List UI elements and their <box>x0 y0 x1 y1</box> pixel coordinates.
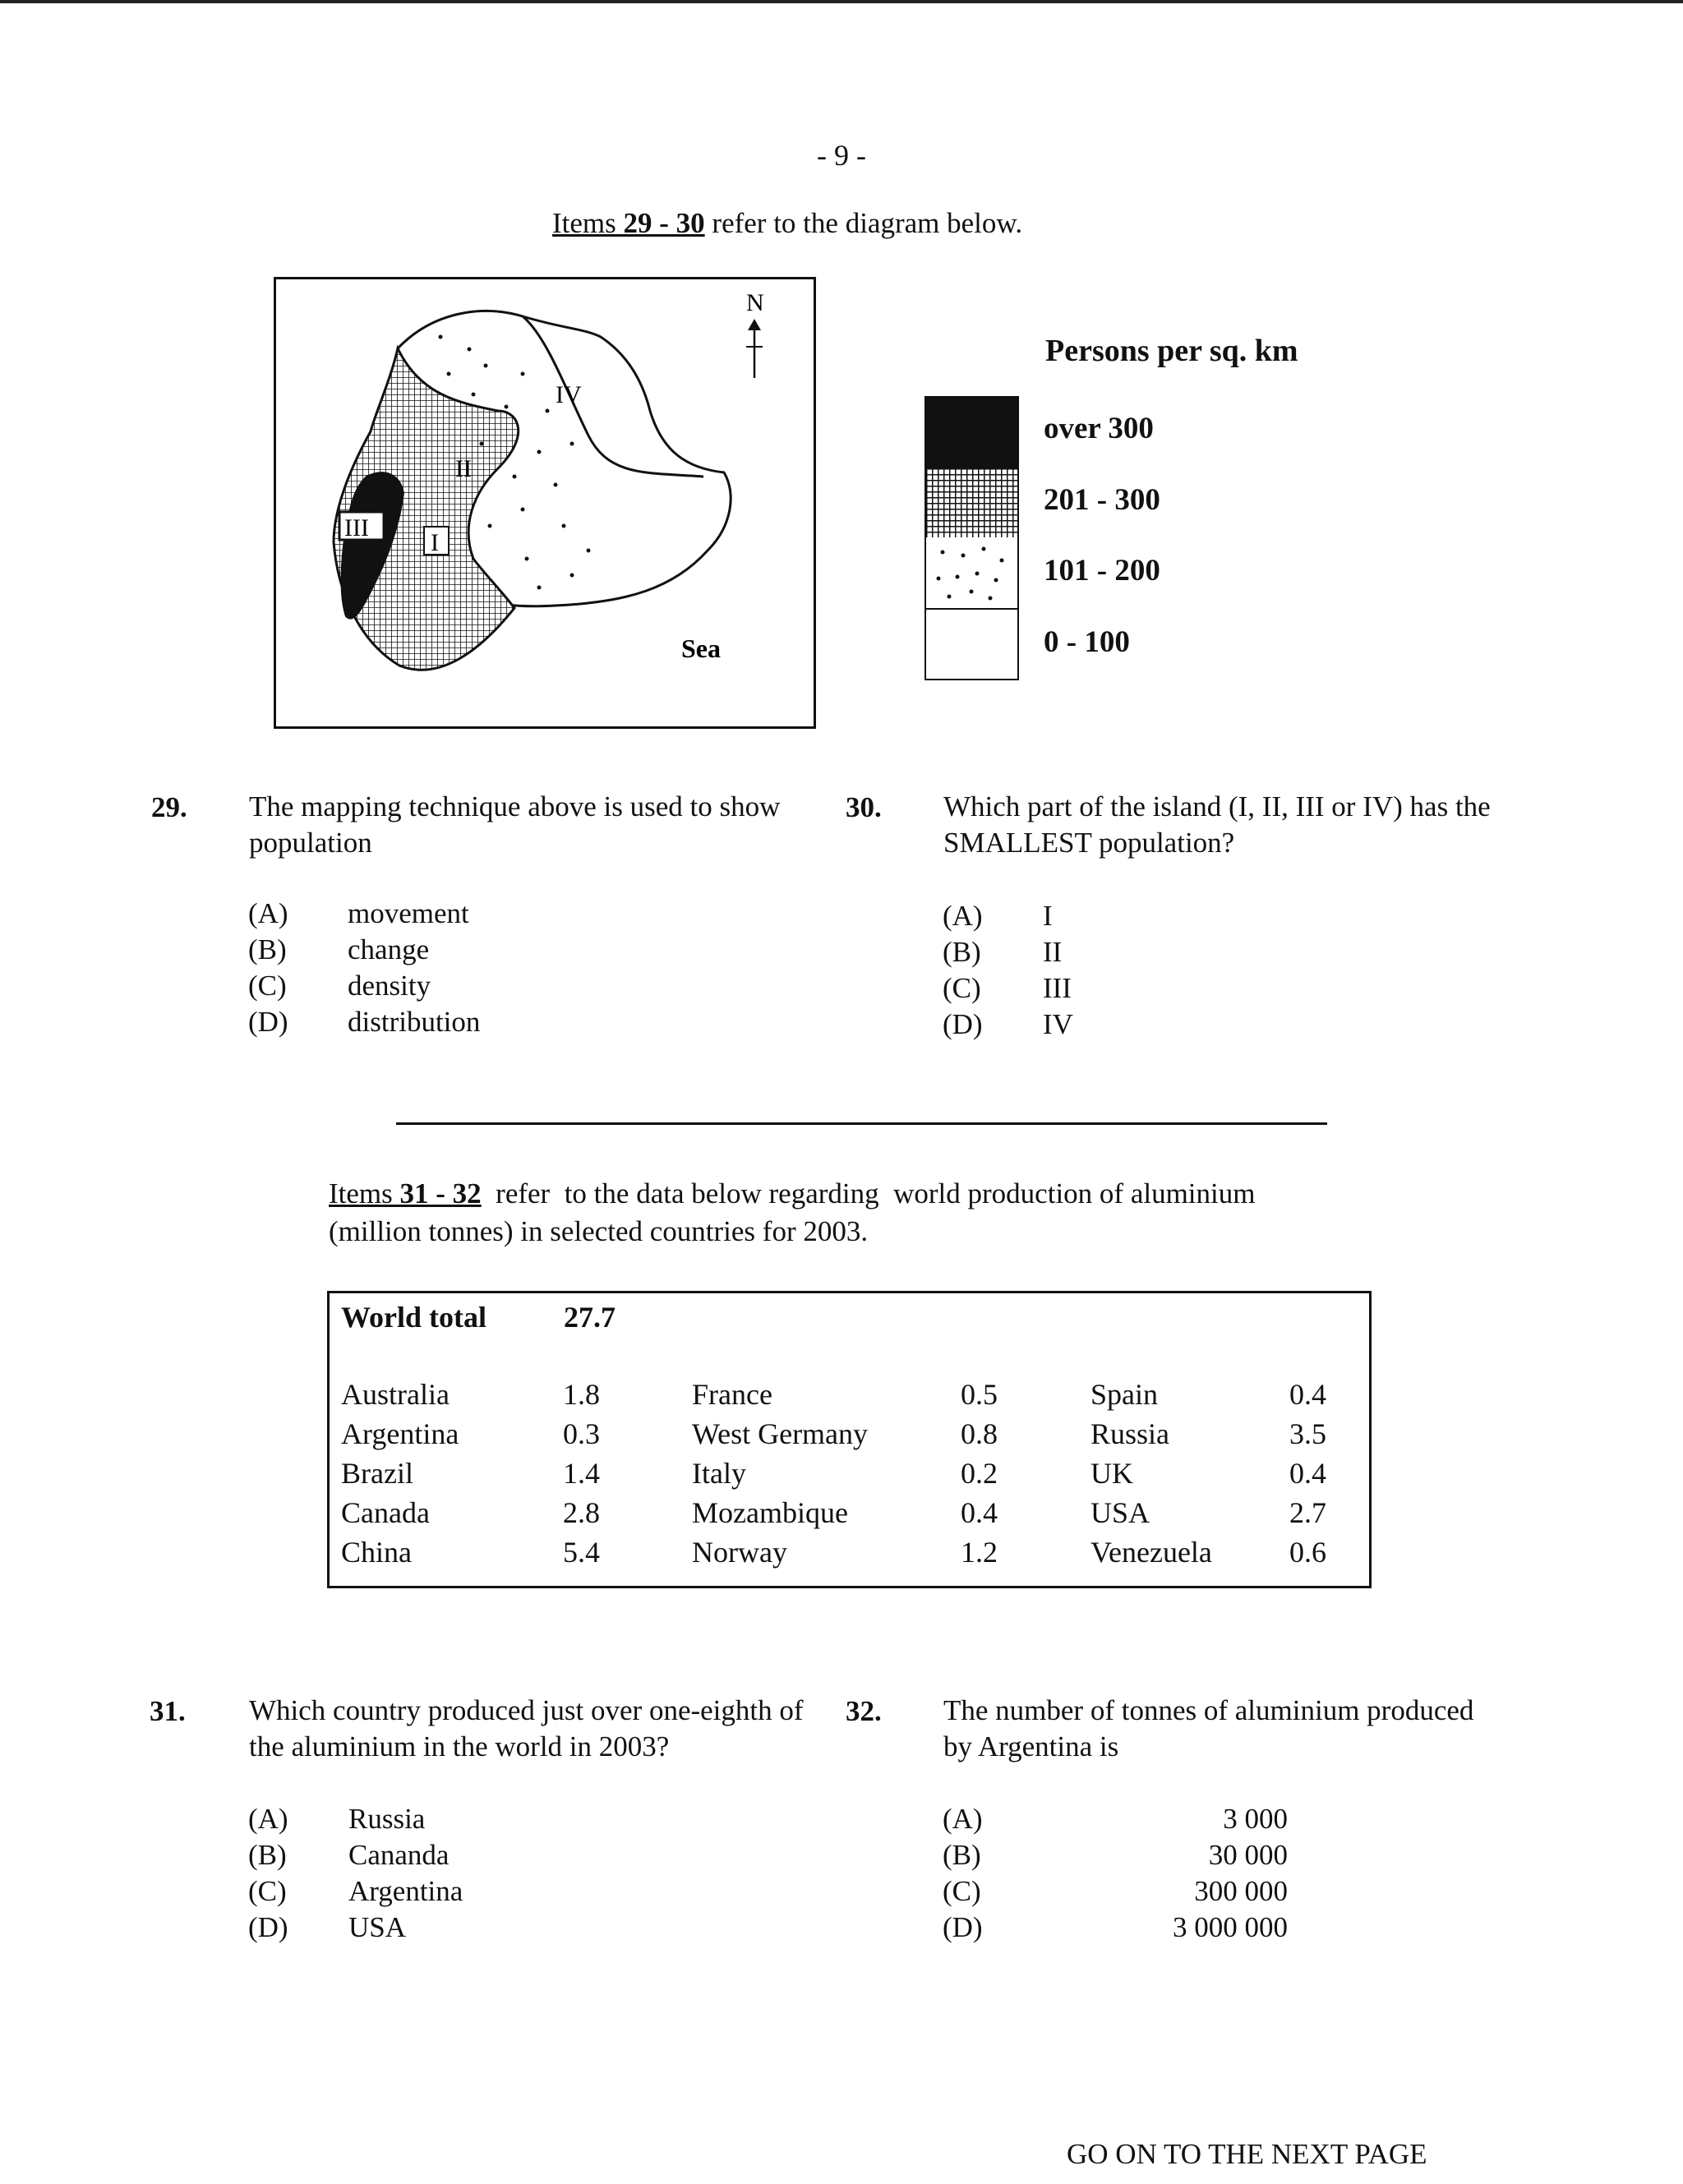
section2-caption-line2: (million tonnes) in selected countries for 2003. <box>329 1215 869 1247</box>
option-text: 300 000 <box>1194 1875 1288 1907</box>
option-letter: (D) <box>943 1008 983 1040</box>
value-cell: 1.2 <box>961 1536 998 1569</box>
q31-options <box>248 1803 676 1947</box>
table-row <box>341 1417 1360 1456</box>
option-letter: (D) <box>248 1911 288 1943</box>
caption-suffix: refer to the data below regarding world production of aluminium <box>481 1177 1256 1209</box>
option-letter: (C) <box>943 972 981 1004</box>
q30-options <box>943 900 1312 1044</box>
option-letter: (B) <box>943 936 981 968</box>
option-letter: (C) <box>248 970 287 1002</box>
country-cell: Mozambique <box>692 1496 848 1529</box>
q30-text: Which part of the island (I, II, III or IV) has the SMALLEST population? <box>943 790 1491 859</box>
q30-option-d[interactable] <box>943 1008 1312 1044</box>
option-letter: (A) <box>248 897 288 929</box>
caption-range: 31 - 32 <box>399 1177 482 1209</box>
country-cell: France <box>692 1378 772 1411</box>
option-letter: (C) <box>248 1875 287 1907</box>
sea-label: Sea <box>681 634 721 663</box>
option-text: 3 000 <box>1223 1803 1288 1835</box>
country-cell: Australia <box>341 1378 450 1411</box>
q32-option-b[interactable] <box>943 1839 1288 1875</box>
value-cell: 2.7 <box>1289 1496 1326 1529</box>
q32-option-c[interactable] <box>943 1875 1288 1911</box>
q29-option-b[interactable] <box>248 933 676 970</box>
option-text: USA <box>348 1911 407 1943</box>
country-cell: UK <box>1090 1457 1133 1490</box>
country-cell: China <box>341 1536 412 1569</box>
option-text: movement <box>348 897 469 929</box>
option-text: II <box>1043 936 1063 968</box>
q30-option-b[interactable] <box>943 936 1312 972</box>
q31-text: Which country produced just over one-eighth of the aluminium in the world in 2003? <box>249 1694 804 1762</box>
value-cell: 0.5 <box>961 1378 998 1411</box>
country-cell: Italy <box>692 1457 746 1490</box>
value-cell: 1.4 <box>563 1457 600 1490</box>
q31-option-a[interactable] <box>248 1803 676 1839</box>
value-cell: 0.8 <box>961 1417 998 1450</box>
north-label: N <box>746 289 764 316</box>
q31-option-d[interactable] <box>248 1911 676 1947</box>
option-text: Cananda <box>348 1839 450 1871</box>
country-cell: West Germany <box>692 1417 869 1450</box>
region-label-iii: III <box>344 514 369 541</box>
legend-swatch-over-300 <box>924 396 1019 468</box>
value-cell: 0.4 <box>1289 1378 1326 1411</box>
option-text: IV <box>1043 1008 1073 1040</box>
legend-swatch-201-300 <box>924 467 1019 539</box>
legend-title: Persons per sq. km <box>1045 334 1298 368</box>
option-letter: (D) <box>248 1006 288 1038</box>
option-text: 30 000 <box>1208 1839 1288 1871</box>
q29-option-a[interactable] <box>248 897 676 933</box>
legend-label-201-300: 201 - 300 <box>1044 483 1160 517</box>
country-cell: Russia <box>1090 1417 1170 1450</box>
option-text: Russia <box>348 1803 426 1835</box>
q31-number: 31. <box>150 1695 186 1727</box>
q31-option-c[interactable] <box>248 1875 676 1911</box>
q30-number: 30. <box>846 791 882 823</box>
section-divider <box>396 1122 1327 1125</box>
table-body <box>341 1377 1360 1574</box>
section1-caption <box>552 207 1022 240</box>
caption-range: 29 - 30 <box>623 207 705 239</box>
option-text: density <box>348 970 431 1002</box>
legend-swatch-0-100 <box>924 608 1019 680</box>
value-cell: 0.2 <box>961 1457 998 1490</box>
option-letter: (B) <box>943 1839 981 1871</box>
option-letter: (A) <box>248 1803 288 1835</box>
value-cell: 0.4 <box>1289 1457 1326 1490</box>
option-letter: (A) <box>943 1803 983 1835</box>
caption-suffix: refer to the diagram below. <box>704 207 1023 239</box>
option-text: distribution <box>348 1006 481 1038</box>
table-row <box>341 1377 1360 1417</box>
q32-option-d[interactable] <box>943 1911 1288 1947</box>
world-total-label: World total <box>341 1301 486 1334</box>
q30-option-a[interactable] <box>943 900 1312 936</box>
q29-number: 29. <box>151 791 187 823</box>
option-text: III <box>1043 972 1072 1004</box>
table-row <box>341 1456 1360 1495</box>
country-cell: USA <box>1090 1496 1150 1529</box>
q29-text: The mapping technique above is used to show population <box>249 790 781 859</box>
option-letter: (B) <box>248 1839 287 1871</box>
q29-option-d[interactable] <box>248 1006 676 1042</box>
q32-option-a[interactable] <box>943 1803 1288 1839</box>
q30-option-c[interactable] <box>943 972 1312 1008</box>
option-text: Argentina <box>348 1875 463 1907</box>
q31-option-b[interactable] <box>248 1839 676 1875</box>
legend-label-0-100: 0 - 100 <box>1044 625 1130 659</box>
country-cell: Brazil <box>341 1457 413 1490</box>
country-cell: Canada <box>341 1496 430 1529</box>
top-border-line <box>0 0 1683 3</box>
option-letter: (A) <box>943 900 983 932</box>
page-number: - 9 - <box>817 139 866 172</box>
north-arrow-icon <box>746 319 763 378</box>
caption-prefix: Items <box>552 207 624 239</box>
legend-swatch-101-200 <box>924 537 1019 610</box>
q29-options <box>248 897 676 1042</box>
legend-dots <box>926 537 1017 610</box>
value-cell: 0.3 <box>563 1417 600 1450</box>
value-cell: 5.4 <box>563 1536 600 1569</box>
option-letter: (C) <box>943 1875 981 1907</box>
aluminium-table <box>327 1291 1372 1588</box>
q32-number: 32. <box>846 1695 882 1727</box>
option-letter: (B) <box>248 933 287 965</box>
island-map-svg <box>276 279 814 726</box>
q29-option-c[interactable] <box>248 970 676 1006</box>
caption-prefix: Items <box>329 1177 400 1209</box>
option-letter: (D) <box>943 1911 983 1943</box>
value-cell: 0.4 <box>961 1496 998 1529</box>
world-total-value: 27.7 <box>564 1301 616 1334</box>
table-row <box>341 1495 1360 1535</box>
region-label-ii: II <box>455 455 472 482</box>
option-text: I <box>1043 900 1053 932</box>
country-cell: Venezuela <box>1090 1536 1212 1569</box>
option-text: 3 000 000 <box>1173 1911 1288 1943</box>
table-row <box>341 1535 1360 1574</box>
country-cell: Spain <box>1090 1378 1159 1411</box>
country-cell: Argentina <box>341 1417 459 1450</box>
section2-caption <box>329 1177 1255 1210</box>
value-cell: 2.8 <box>563 1496 600 1529</box>
value-cell: 0.6 <box>1289 1536 1326 1569</box>
island-map <box>274 277 816 729</box>
option-text: change <box>348 933 430 965</box>
country-cell: Norway <box>692 1536 787 1569</box>
value-cell: 3.5 <box>1289 1417 1326 1450</box>
region-label-i: I <box>431 529 439 556</box>
value-cell: 1.8 <box>563 1378 600 1411</box>
q32-text: The number of tonnes of aluminium produced by Argentina is <box>943 1694 1474 1762</box>
region-label-iv: IV <box>556 381 582 408</box>
legend-label-over-300: over 300 <box>1044 412 1154 445</box>
go-on-footer: GO ON TO THE NEXT PAGE <box>1067 2138 1427 2170</box>
q32-options <box>943 1803 1288 1947</box>
legend-label-101-200: 101 - 200 <box>1044 554 1160 587</box>
